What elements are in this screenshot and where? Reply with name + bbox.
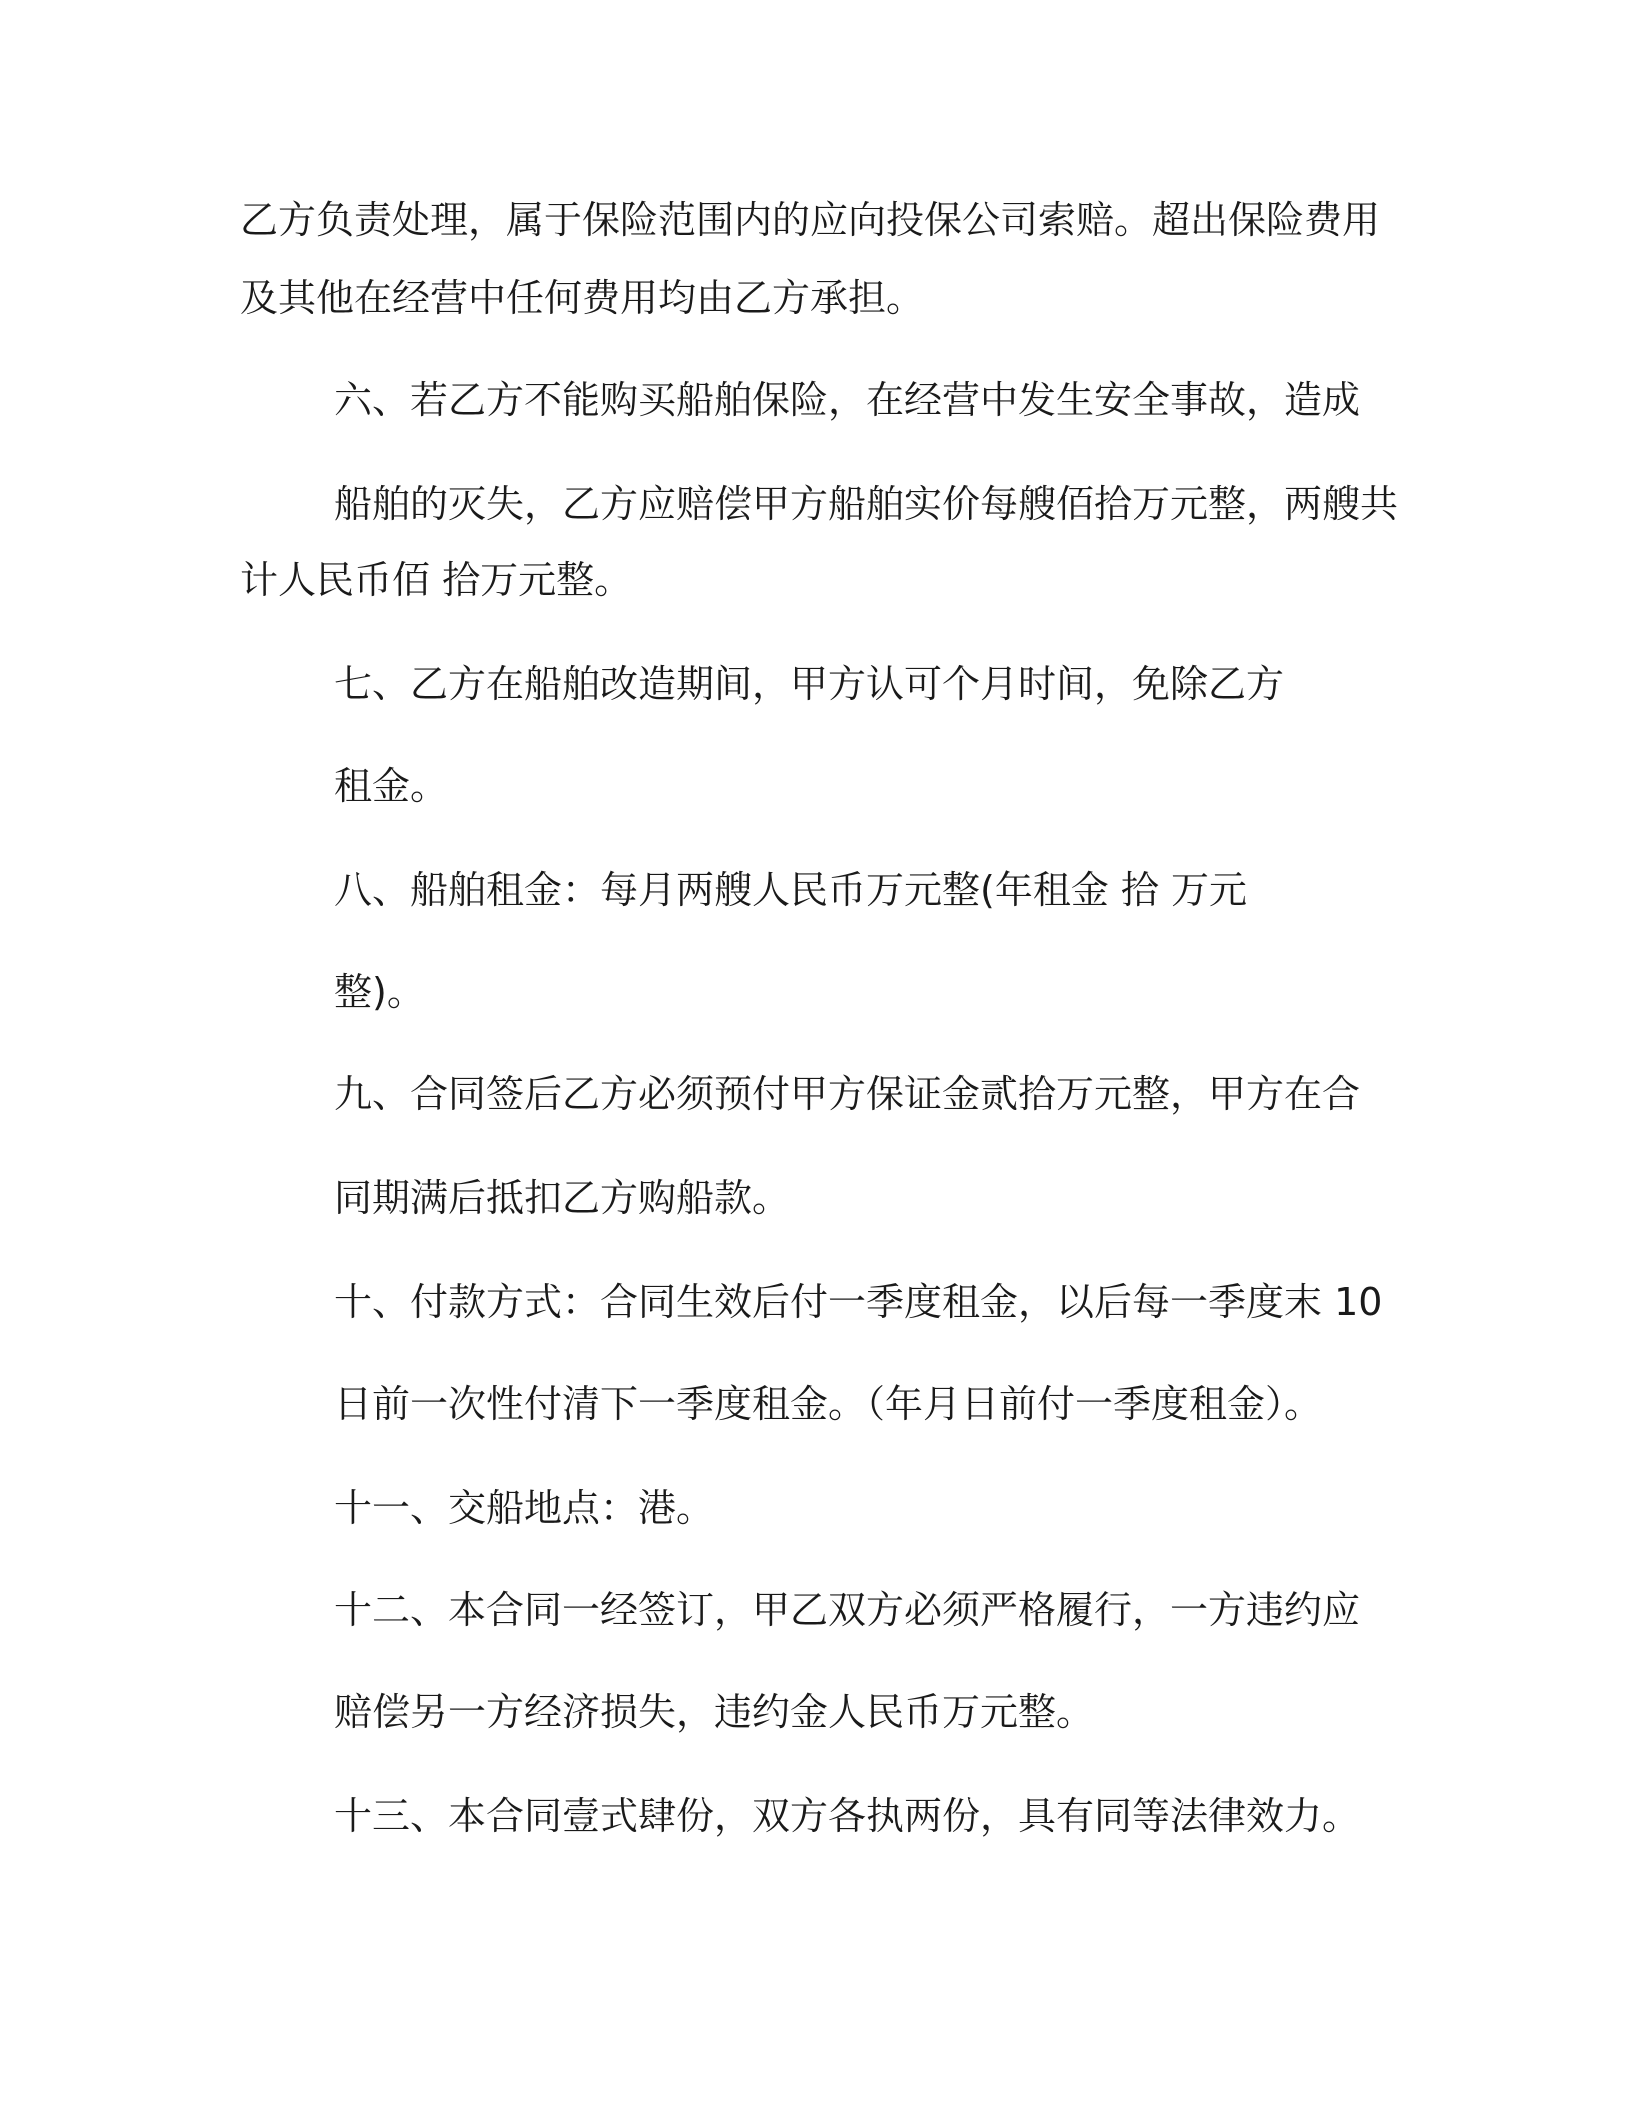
- text-line: 同期满后抵扣乙方购船款。: [334, 1176, 791, 1220]
- text-line: 日前一次性付清下一季度租金。（年月日前付一季度租金）。: [334, 1382, 1323, 1426]
- text-line: 计人民币佰 拾万元整。: [240, 558, 633, 602]
- text-line: 整)。: [334, 970, 425, 1014]
- text-line: 十、付款方式：合同生效后付一季度租金，以后每一季度末 10: [334, 1280, 1383, 1324]
- text-line: 乙方负责处理，属于保险范围内的应向投保公司索赔。超出保险费用: [240, 198, 1381, 242]
- text-line: 八、船舶租金：每月两艘人民币万元整(年租金 拾 万元: [334, 868, 1247, 912]
- text-line: 及其他在经营中任何费用均由乙方承担。: [240, 276, 925, 320]
- text-line: 七、乙方在船舶改造期间，甲方认可个月时间，免除乙方: [334, 662, 1285, 706]
- text-line: 船舶的灭失，乙方应赔偿甲方船舶实价每艘佰拾万元整，两艘共: [334, 482, 1399, 526]
- text-line: 九、合同签后乙方必须预付甲方保证金贰拾万元整，甲方在合: [334, 1072, 1361, 1116]
- text-line: 赔偿另一方经济损失，违约金人民币万元整。: [334, 1690, 1095, 1734]
- text-line: 六、若乙方不能购买船舶保险，在经营中发生安全事故，造成: [334, 378, 1361, 422]
- text-line: 十二、本合同一经签订，甲乙双方必须严格履行，一方违约应: [334, 1588, 1361, 1632]
- text-line: 十一、交船地点：港。: [334, 1486, 715, 1530]
- text-line: 租金。: [334, 764, 449, 808]
- text-line: 十三、本合同壹式肆份，双方各执两份，具有同等法律效力。: [334, 1794, 1361, 1838]
